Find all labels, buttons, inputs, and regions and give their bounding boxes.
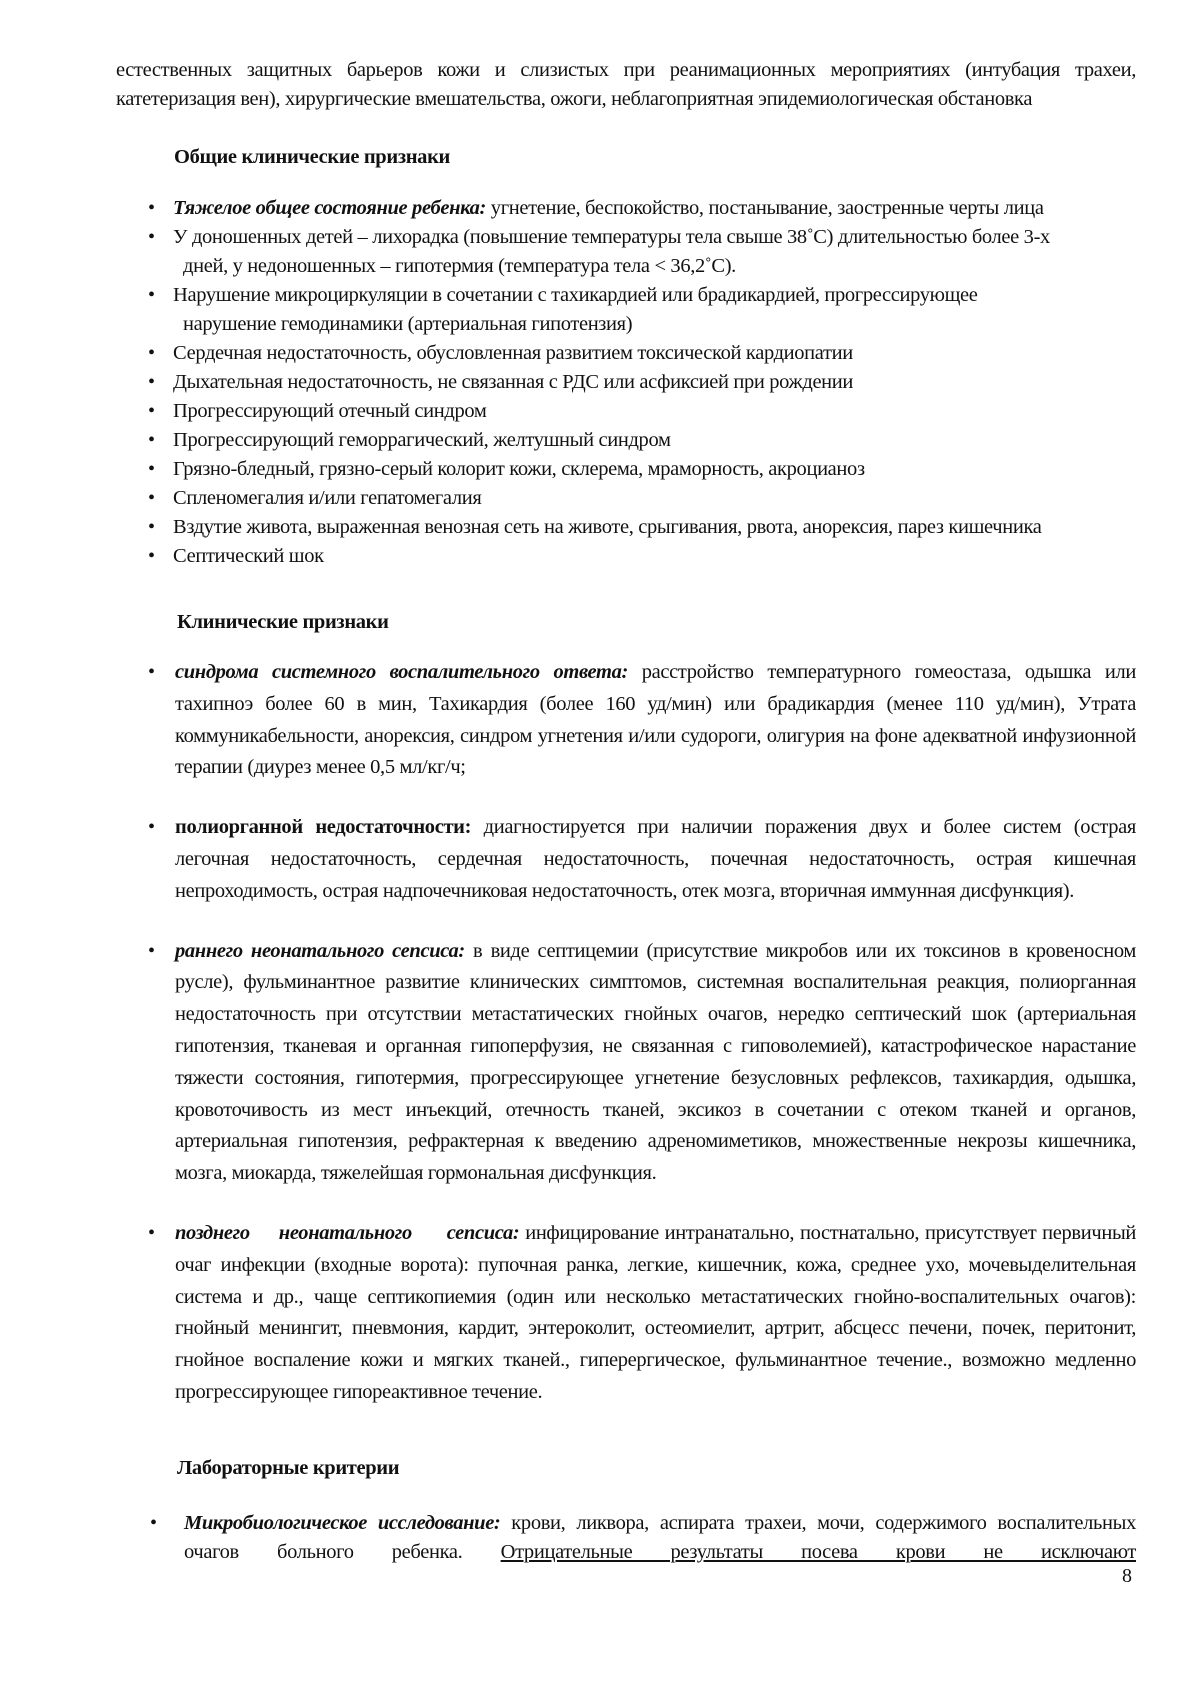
list-item: • позднего неонатального сепсиса: инфицирование интранатально, постнатально, присутствует первичный очаг инфекции (входные ворота): пупочная ранка, легкие, кишечник, кожа, среднее ухо, мочевыделительная система и др., чаще септикопиемия (один или несколько метастатических гнойно-воспалительных очагов): гнойный менингит, пневмония, кардит, энтероколит, остеомиелит, артрит, абсцесс печени, почек, перитонит, гнойное воспаление кожи и мягких тканей., гиперергическое, фульминантное течение., возможно медленно прогрессирующее гипореактивное течение. — [148, 1218, 1136, 1409]
list-item: • Прогрессирующий геморрагический, желтушный синдром — [150, 426, 1140, 455]
list-item: • Тяжелое общее состояние ребенка: угнетение, беспокойство, постанывание, заостренные черты лица — [150, 194, 1140, 223]
list-item: • раннего неонатального сепсиса: в виде септицемии (присутствие микробов или их токсинов в кровеносном русле), фульминантное развитие клинических симптомов, системная воспалительная реакция, полиорганная недостаточность при отсутствии метастатических гнойных очагов, нередко септический шок (артериальная гипотензия, тканевая и органная гипоперфузия, не связанная с гиповолемией), катастрофическое нарастание тяжести состояния, гипотермия, прогрессирующее угнетение безусловных рефлексов, тахикардия, одышка, кровоточивость из мест инъекций, отечность тканей, эксикоз в сочетании с отеком тканей и органов, артериальная гипотензия, рефрактерная к введению адреномиметиков, множественные некрозы кишечника, мозга, миокарда, тяжелейшая гормональная дисфункция. — [148, 936, 1136, 1190]
list-item: • Спленомегалия и/или гепатомегалия — [150, 484, 1140, 513]
list-item: • синдрома системного воспалительного ответа: расстройство температурного гомеостаза, одышка или тахипноэ более 60 в мин, Тахикардия (более 160 уд/мин) или брадикардия (менее 110 уд/мин), Утрата коммуникабельности, анорексия, синдром угнетения и/или судороги, олигурия на фоне адекватной инфузионной терапии (диурез менее 0,5 мл/кг/ч; — [148, 657, 1136, 784]
list-item: • Вздутие живота, выраженная венозная сеть на животе, срыгивания, рвота, анорексия, парез кишечника — [150, 513, 1140, 542]
clinical-signs-list — [148, 657, 1136, 1409]
list-item: • Сердечная недостаточность, обусловленная развитием токсической кардиопатии — [150, 339, 1140, 368]
intro-paragraph: естественных защитных барьеров кожи и слизистых при реанимационных мероприятиях (интубация трахеи, катетеризация вен), хирургические вмешательства, ожоги, неблагоприятная эпидемиологическая обстановка — [116, 59, 1136, 110]
list-item: • Микробиологическое исследование: крови, ликвора, аспирата трахеи, мочи, содержимого воспалительных очагов больного ребенка. Отрицательные результаты посева крови не исключают — [150, 1509, 1136, 1567]
list-item: • полиорганной недостаточности: диагностируется при наличии поражения двух и более систем (острая легочная недостаточность, сердечная недостаточность, почечная недостаточность, острая кишечная непроходимость, острая надпочечниковая недостаточность, отек мозга, вторичная иммунная дисфункция). — [148, 812, 1136, 907]
list-item: • Дыхательная недостаточность, не связанная с РДС или асфиксией при рождении — [150, 368, 1140, 397]
list-item: • Септический шок — [150, 542, 1140, 571]
section-heading-general-signs: Общие клинические признаки — [174, 146, 450, 168]
lab-criteria-list — [150, 1509, 1136, 1567]
section-heading-clinical-signs: Клинические признаки — [177, 611, 389, 633]
list-item: • Прогрессирующий отечный синдром — [150, 397, 1140, 426]
list-item: • Нарушение микроциркуляции в сочетании с тахикардией или брадикардией, прогрессирующее нарушение гемодинамики (артериальная гипотензия) — [150, 281, 1140, 339]
list-item: • У доношенных детей – лихорадка (повышение температуры тела свыше 38˚С) длительностью более 3-х дней, у недоношенных – гипотермия (температура тела < 36,2˚С). — [150, 223, 1140, 281]
page-number: 8 — [1122, 1565, 1132, 1587]
section-heading-lab-criteria: Лабораторные критерии — [177, 1457, 400, 1479]
general-signs-list — [150, 194, 1140, 571]
list-item: • Грязно-бледный, грязно-серый колорит кожи, склерема, мраморность, акроцианоз — [150, 455, 1140, 484]
